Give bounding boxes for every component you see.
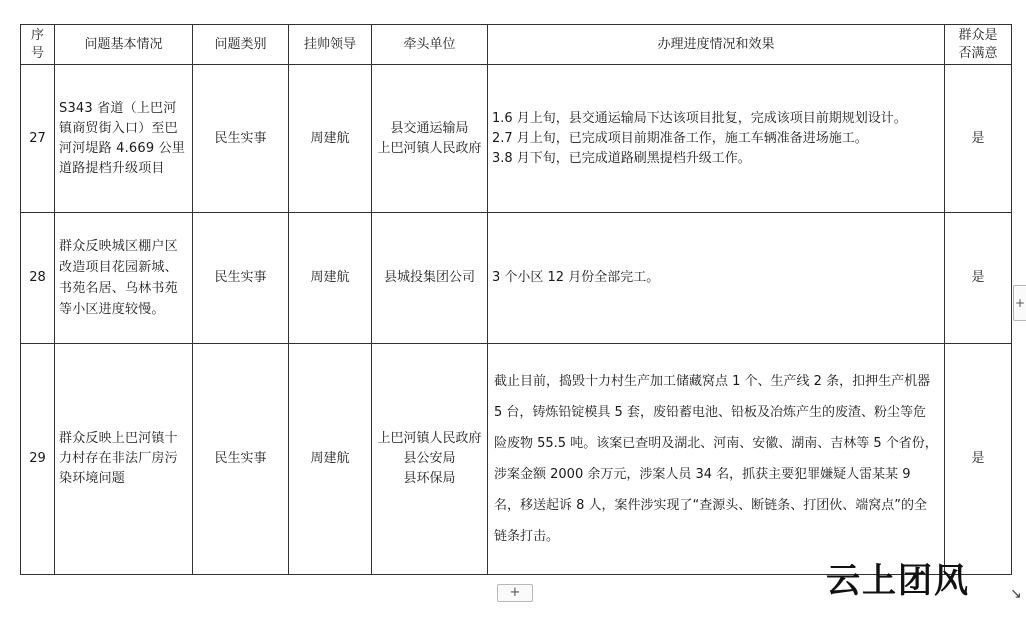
cell-category[interactable]: 民生实事 [193, 65, 289, 213]
header-lead-unit: 牵头单位 [372, 25, 488, 65]
progress-line: 3.8 月下旬，已完成道路刷黑提档升级工作。 [492, 150, 751, 166]
cell-progress[interactable]: 截止目前，捣毁十力村生产加工储藏窝点 1 个、生产线 2 条，扣押生产机器 5 台，铸炼铅锭模具 5 套，废铅蓄电池、铅板及冶炼产生的废渣、粉尘等危险废物 55.5 吨。该案已查明及湖北、河南、安徽、湖南、吉林等 5 个省份，涉案金额 2000 余万元，涉案人员 34 名，抓获主要犯罪嫌疑人雷某某 9 名，移送起诉 8 人，案件涉实现了“查源头、断链条、打团伙、端窝点”的全链条打击。 [488, 344, 945, 575]
cell-leader[interactable]: 周建航 [289, 213, 372, 344]
cell-seq[interactable]: 28 [21, 213, 55, 344]
cell-satisfied[interactable]: 是 [945, 213, 1012, 344]
watermark-logo: 云上团风 [826, 561, 970, 601]
header-seq: 序 号 [21, 25, 55, 65]
cell-leader[interactable]: 周建航 [289, 344, 372, 575]
cell-problem[interactable]: S343 省道（上巴河镇商贸街入口）至巴河河堤路 4.669 公里道路提档升级项目 [55, 65, 193, 213]
progress-line: 1.6 月上旬，县交通运输局下达该项目批复，完成该项目前期规划设计。 [492, 110, 907, 126]
cell-problem[interactable]: 群众反映上巴河镇十力村存在非法厂房污染环境问题 [55, 344, 193, 575]
header-problem: 问题基本情况 [55, 25, 193, 65]
table-row [21, 65, 1012, 213]
table-row [21, 344, 1012, 575]
progress-line: 2.7 月上旬，已完成项目前期准备工作，施工车辆准备进场施工。 [492, 130, 868, 146]
cell-progress[interactable] [488, 65, 945, 213]
resize-arrow-icon[interactable]: ↘ [1010, 586, 1022, 602]
add-column-button[interactable]: + [1013, 285, 1026, 321]
table-row [21, 213, 1012, 344]
cell-category[interactable]: 民生实事 [193, 213, 289, 344]
cell-progress[interactable]: 3 个小区 12 月份全部完工。 [488, 213, 945, 344]
cell-lead-unit[interactable]: 县城投集团公司 [372, 213, 488, 344]
cell-lead-unit[interactable]: 上巴河镇人民政府 县公安局 县环保局 [372, 344, 488, 575]
header-category: 问题类别 [193, 25, 289, 65]
cell-seq[interactable]: 29 [21, 344, 55, 575]
header-leader: 挂帅领导 [289, 25, 372, 65]
cell-satisfied[interactable]: 是 [945, 65, 1012, 213]
header-row [21, 25, 1012, 65]
cell-leader[interactable]: 周建航 [289, 65, 372, 213]
cell-seq[interactable]: 27 [21, 65, 55, 213]
cell-category[interactable]: 民生实事 [193, 344, 289, 575]
cell-problem[interactable]: 群众反映城区棚户区改造项目花园新城、书苑名居、乌林书苑等小区进度较慢。 [55, 213, 193, 344]
progress-table [20, 24, 1012, 575]
cell-satisfied[interactable]: 是 [945, 344, 1012, 575]
header-progress: 办理进度情况和效果 [488, 25, 945, 65]
add-row-button[interactable]: + [497, 584, 533, 602]
cell-lead-unit[interactable]: 县交通运输局 上巴河镇人民政府 [372, 65, 488, 213]
header-satisfaction: 群众是 否满意 [945, 25, 1012, 65]
